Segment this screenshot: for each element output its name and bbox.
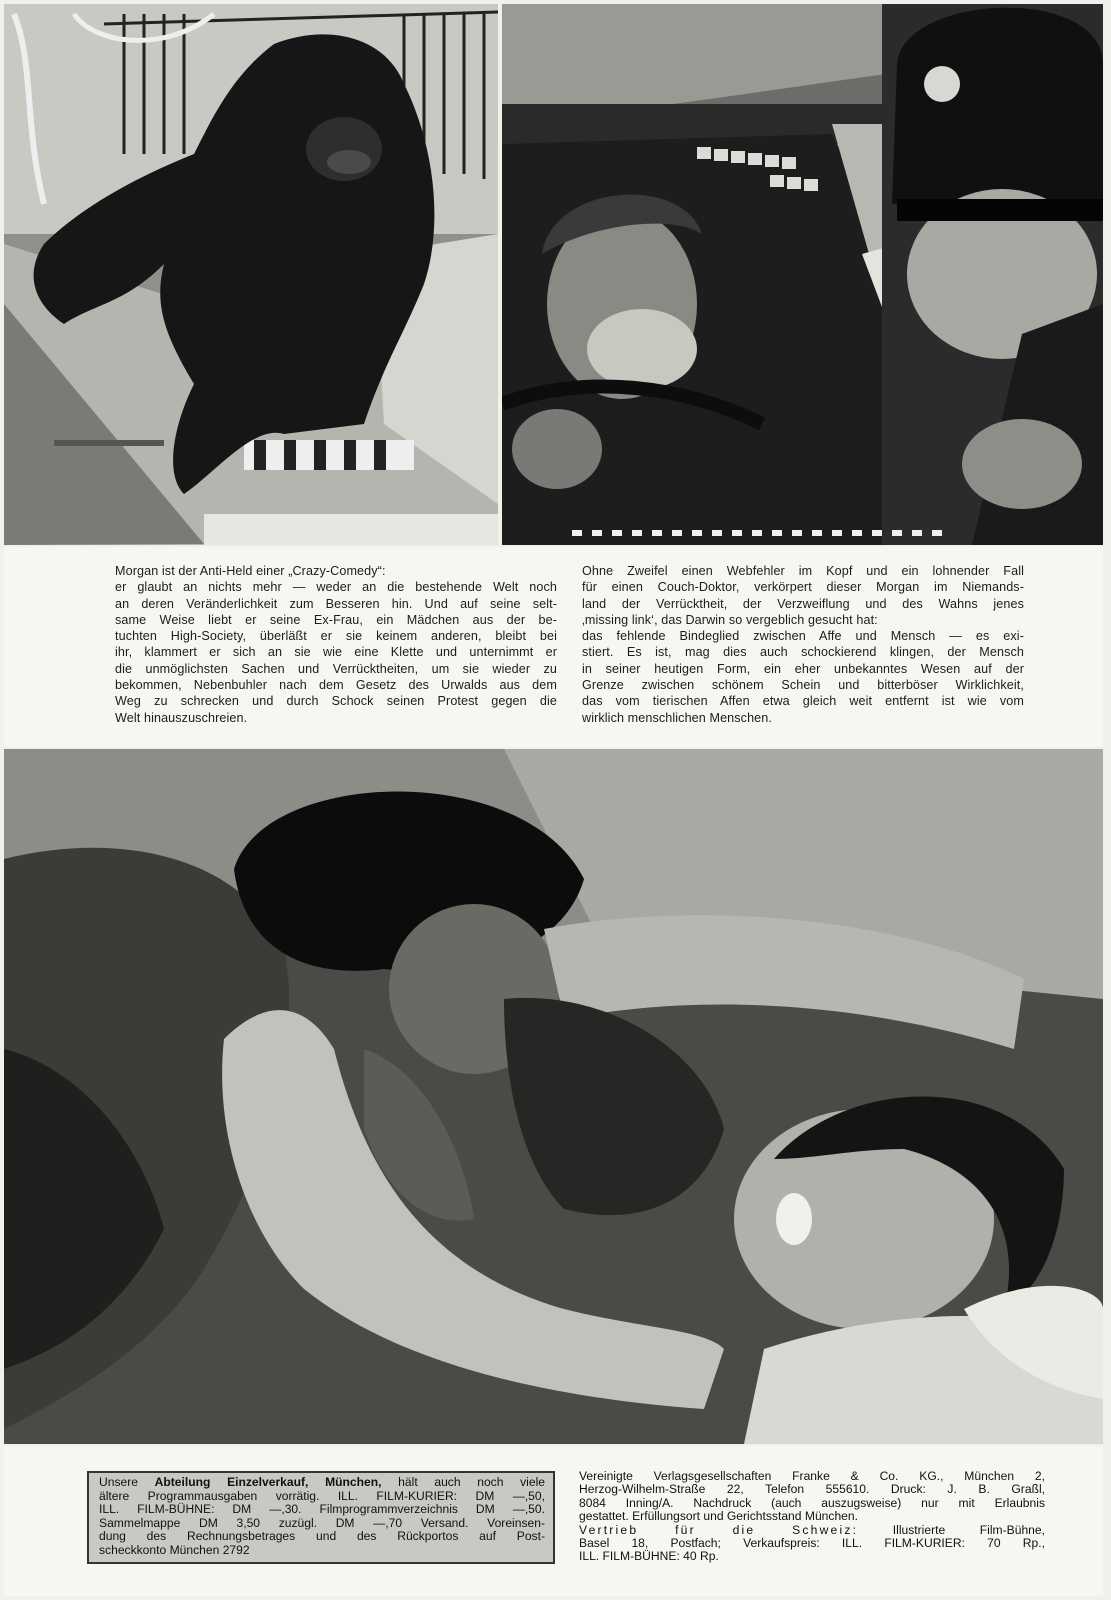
text-line: für einen Couch-Doktor, verkörpert dieser Morgan im Niemands- (582, 580, 1024, 595)
text-line: er glaubt an nichts mehr — weder an die bestehende Welt noch (115, 580, 557, 595)
text-line: bekommen, Nebenbuhler nach dem Gesetz des Urwalds aus dem (115, 678, 557, 693)
imprint-line: Herzog-Wilhelm-Straße 22, Telefon 555610. Druck: J. B. Graßl, (579, 1482, 1045, 1497)
imprint-line: Vereinigte Verlagsgesellschaften Franke & Co. KG., München 2, (579, 1469, 1045, 1483)
notice-text: hält auch noch viele (381, 1475, 545, 1489)
text-line: ihr, klammert er sich an sie wie eine Klette und unternimmt er (115, 645, 557, 660)
text-line: die unmöglichsten Sachen und Verrücktheiten, um sie wieder zu (115, 661, 557, 676)
text-line: Welt hinauszuschreien. (115, 710, 248, 725)
embracing-couple-photo (4, 749, 1103, 1444)
imprint-line: 8084 Inning/A. Nachdruck (auch auszugsweise) nur mit Erlaubnis (579, 1495, 1045, 1510)
notice-line: ältere Programmausgaben vorrätig. ILL. FILM-KURIER: DM —,50, (99, 1488, 545, 1503)
notice-line: scheckkonto München 2792 (99, 1542, 250, 1557)
imprint-line: Basel 18, Postfach; Verkaufspreis: ILL. FILM-KURIER: 70 Rp., (579, 1536, 1045, 1551)
sales-department-notice (87, 1471, 555, 1564)
text-line: Morgan ist der Anti-Held einer „Crazy-Comedy“: (115, 564, 386, 578)
notice-line: Sammelmappe DM 3,50 zuzügl. DM —,70 Versand. Voreinsen- (99, 1515, 545, 1530)
text-line: stiert. Es ist, mag dies auch schockierend klingen, der Mensch (582, 645, 1024, 660)
text-line: Grenze zwischen schönem Schein und bitterböser Wirklichkeit, (582, 678, 1024, 693)
text-line: in seiner heutigen Form, ein eher unbekanntes Wesen auf der (582, 661, 1024, 676)
article-column-right (582, 563, 1024, 726)
text-line: tuchten High-Society, überläßt er sie keinem anderen, bleibt bei (115, 629, 557, 644)
notice-line: ILL. FILM-BÜHNE: DM —,30. Filmprogrammverzeichnis DM —,50. (99, 1502, 545, 1517)
imprint-line: gestattet. Erfüllungsort und Gerichtsstand München. (579, 1509, 858, 1524)
notice-bold-text: Abteilung Einzelverkauf, München, (154, 1475, 382, 1489)
text-line: ‚missing link‘, das Darwin so vergeblich gesucht hat: (582, 612, 878, 627)
text-line: an deren Veränderlichkeit zum Besseren hin. Und auf seine selt- (115, 596, 557, 611)
notice-text: Unsere (99, 1475, 155, 1489)
imprint-spaced-text: Vertrieb für die Schweiz: (579, 1522, 859, 1537)
notice-line (99, 1476, 545, 1490)
text-line: das vom tierischen Affen etwa gleich weit entfernt ist wie vom (582, 694, 1024, 709)
article-text-band (4, 547, 1103, 747)
gorilla-costume-photo (4, 4, 498, 545)
publisher-imprint (579, 1470, 1045, 1564)
imprint-line: ILL. FILM-BÜHNE: 40 Rp. (579, 1549, 719, 1564)
text-line: Ohne Zweifel einen Webfehler im Kopf und ein lohnender Fall (582, 564, 1024, 578)
notice-line: dung des Rechnungsbetrages und des Rückportos auf Post- (99, 1529, 545, 1544)
text-line: wirklich menschlichen Menschen. (582, 710, 772, 725)
imprint-line (579, 1524, 1045, 1537)
text-line: Weg zu schrecken und durch Schock seinen Protest gegen die (115, 694, 557, 709)
imprint-text: Illustrierte Film-Bühne, (858, 1522, 1045, 1537)
text-line: land der Verrücktheit, der Verzweiflung und des Wahns jenes (582, 596, 1024, 611)
car-policeman-photo (502, 4, 1103, 545)
text-line: same Weise liebt er seine Ex-Frau, ein Mädchen aus der be- (115, 612, 557, 627)
text-line: das fehlende Bindeglied zwischen Affe und Mensch — es exi- (582, 629, 1024, 644)
article-column-left (115, 563, 557, 726)
publication-info-band (4, 1446, 1103, 1596)
